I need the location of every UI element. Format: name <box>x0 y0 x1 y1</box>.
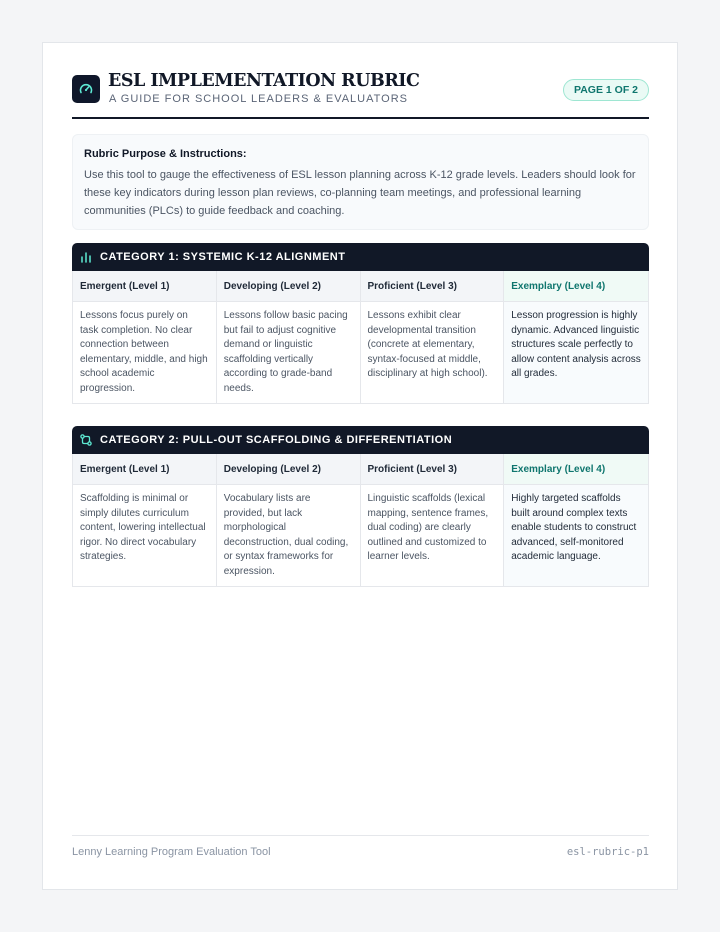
page-subtitle: A GUIDE FOR SCHOOL LEADERS & EVALUATORS <box>109 93 408 105</box>
category-1-table <box>72 271 649 404</box>
level-1-header: Emergent (Level 1) <box>73 454 217 485</box>
category-2-table <box>72 454 649 587</box>
document-page <box>42 42 678 890</box>
level-3-header: Proficient (Level 3) <box>361 454 505 485</box>
footer-tool-name: Lenny Learning Program Evaluation Tool <box>72 846 271 858</box>
level-1-header: Emergent (Level 1) <box>73 271 217 302</box>
level-4-header: Exemplary (Level 4) <box>504 454 648 485</box>
level-2-header: Developing (Level 2) <box>217 454 361 485</box>
instructions-title: Rubric Purpose & Instructions: <box>84 148 247 160</box>
level-1-description: Scaffolding is minimal or simply dilutes curriculum content, lowering intellectual rigor. No direct vocabulary strategies. <box>73 485 217 586</box>
level-4-description: Highly targeted scaffolds built around complex texts enable students to construct advanced, self-monitored academic language. <box>504 485 648 586</box>
page-title: ESL IMPLEMENTATION RUBRIC <box>108 71 420 91</box>
route-icon <box>80 434 92 446</box>
level-3-description: Linguistic scaffolds (lexical mapping, sentence frames, dual coding) are clearly outlined and customized to learner levels. <box>361 485 505 586</box>
gauge-icon <box>72 75 100 103</box>
category-1-section <box>72 243 649 404</box>
document-footer <box>72 835 649 858</box>
category-1-header <box>72 243 649 271</box>
instructions-box <box>72 134 649 230</box>
level-2-description: Lessons follow basic pacing but fail to adjust cognitive demand or linguistic scaffolding vertically according to grade-band needs. <box>217 302 361 403</box>
category-1-title: CATEGORY 1: SYSTEMIC K-12 ALIGNMENT <box>100 251 346 263</box>
level-3-description: Lessons exhibit clear developmental transition (concrete at elementary, syntax-focused at middle, disciplinary at high school). <box>361 302 505 403</box>
instructions-body: Use this tool to gauge the effectiveness of ESL lesson planning across K-12 grade levels. Leaders should look for these key indicators during lesson plan reviews, co-planning team meetings, and professional learning communities (PLCs) to guide feedback and coaching. <box>84 169 636 217</box>
footer-doc-id: esl-rubric-p1 <box>566 846 649 858</box>
document-header <box>72 71 649 119</box>
level-2-description: Vocabulary lists are provided, but lack morphological deconstruction, dual coding, or syntax frameworks for expression. <box>217 485 361 586</box>
level-4-header: Exemplary (Level 4) <box>504 271 648 302</box>
category-2-section <box>72 426 649 587</box>
level-3-header: Proficient (Level 3) <box>361 271 505 302</box>
category-2-title: CATEGORY 2: PULL-OUT SCAFFOLDING & DIFFERENTIATION <box>100 434 453 446</box>
level-2-header: Developing (Level 2) <box>217 271 361 302</box>
bar-chart-icon <box>80 251 92 263</box>
page-number-badge: PAGE 1 OF 2 <box>563 79 649 101</box>
level-1-description: Lessons focus purely on task completion. No clear connection between elementary, middle, and high school academic progression. <box>73 302 217 403</box>
level-4-description: Lesson progression is highly dynamic. Advanced linguistic structures scale perfectly to allow content analysis across all grades. <box>504 302 648 403</box>
category-2-header <box>72 426 649 454</box>
